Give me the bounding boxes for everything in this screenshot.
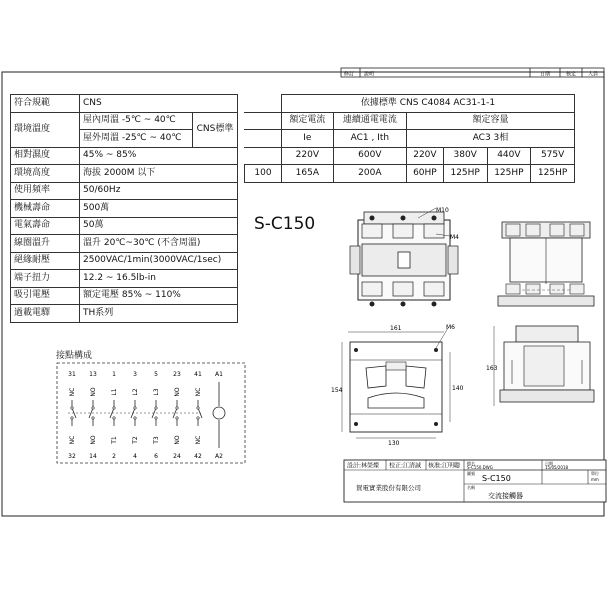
value-row	[245, 165, 575, 183]
dim-m6: M6	[446, 324, 455, 331]
file-label: 檔名	[467, 461, 475, 466]
value-cell: 125HP	[531, 165, 575, 183]
contact-point	[197, 407, 199, 409]
spec-label: 絕緣耐壓	[11, 252, 80, 270]
terminal-bottom-number: 14	[89, 453, 97, 460]
contact-point	[113, 417, 115, 419]
dim-140: 140	[452, 385, 463, 392]
terminal-bottom-type: T2	[132, 436, 139, 444]
standard-header: 依據標準 CNS C4084 AC31-1-1	[282, 95, 575, 113]
voltage-cell: 220V	[407, 147, 444, 165]
spec-row	[11, 305, 238, 323]
spec-value: 500萬	[80, 200, 238, 218]
plan-view-drawing	[328, 322, 463, 447]
contact-point	[176, 407, 178, 409]
spec-label: 環境溫度	[11, 112, 80, 147]
empty-cell	[245, 112, 282, 130]
spec-value: 45% ~ 85%	[80, 147, 238, 165]
terminal-top-type: NC	[69, 387, 76, 397]
spec-row	[11, 182, 238, 200]
terminal-bottom-type: T1	[111, 436, 118, 444]
voltage-cell: 600V	[333, 147, 406, 165]
terminal-bottom-number: A2	[215, 453, 223, 460]
product-name: 交流接觸器	[488, 492, 523, 500]
terminal-bottom-type: NC	[195, 435, 202, 445]
ac3-label: AC3 3相	[407, 130, 575, 148]
contact-point	[197, 417, 199, 419]
terminal-top-type: NC	[195, 387, 202, 397]
spec-row	[11, 112, 238, 130]
wiring-title: 接點構成	[56, 351, 93, 361]
contact-point	[92, 407, 94, 409]
strip-c2: 說明	[364, 71, 375, 78]
designer: 設計:林榮燦	[347, 462, 380, 470]
contact-point	[134, 417, 136, 419]
spec-label: 端子扭力	[11, 270, 80, 288]
unit-label: 單位	[591, 471, 599, 476]
value-cell: 165A	[282, 165, 334, 183]
spec-row	[11, 287, 238, 305]
spec-value-2: 屋外周溫 -25℃ ~ 40℃	[80, 130, 193, 148]
company-name: 賀電實業股份有限公司	[356, 484, 421, 492]
strip-c4: 核定	[566, 71, 577, 78]
spec-label: 使用頻率	[11, 182, 80, 200]
dim-130: 130	[388, 440, 400, 447]
name-label: 名稱	[467, 485, 475, 490]
spec-row	[11, 95, 238, 113]
coil-symbol	[213, 407, 225, 419]
spec-label: 線圈溫升	[11, 235, 80, 253]
spec-label: 吸引電壓	[11, 287, 80, 305]
date-value: 15/05/2018	[545, 465, 569, 470]
terminal-bottom-type: NC	[69, 435, 76, 445]
spec-label: 相對濕度	[11, 147, 80, 165]
spec-value: 溫升 20℃~30℃ (不含周溫)	[80, 235, 238, 253]
spec-value: 2500VAC/1min(3000VAC/1sec)	[80, 252, 238, 270]
spec-label: 符合規範	[11, 95, 80, 113]
value-cell: 60HP	[407, 165, 444, 183]
drawing-no: S-C150	[482, 474, 511, 483]
ac1-label: AC1 , Ith	[333, 130, 406, 148]
rated-capacity-label: 額定容量	[407, 112, 575, 130]
contact-point	[134, 407, 136, 409]
spec-label: 環境高度	[11, 165, 80, 183]
terminal-top-number: 3	[133, 371, 137, 378]
drawing-no-label: 圖號	[467, 471, 475, 476]
spec-value: 屋內周溫 -5℃ ~ 40℃	[80, 112, 193, 130]
standard-sub-row	[245, 130, 575, 148]
spec-row	[11, 217, 238, 235]
spec-value: TH系列	[80, 305, 238, 323]
strip-c3: 日期	[540, 71, 551, 78]
voltage-cell: 440V	[487, 147, 531, 165]
spec-table	[10, 94, 238, 323]
terminal-bottom-type: NO	[174, 435, 181, 445]
spec-label: 電氣壽命	[11, 217, 80, 235]
terminal-bottom-number: 6	[154, 453, 158, 460]
terminal-top-type: NO	[174, 387, 181, 397]
ie-label: Ie	[282, 130, 334, 148]
terminal-top-number: 31	[68, 371, 76, 378]
contact-point	[92, 417, 94, 419]
dim-154: 154	[331, 387, 343, 394]
value-cell: 200A	[333, 165, 406, 183]
spec-value: 12.2 ~ 16.5lb-in	[80, 270, 238, 288]
contact-point	[155, 417, 157, 419]
terminal-bottom-number: 32	[68, 453, 76, 460]
standard-table	[244, 94, 575, 183]
value-cell: 125HP	[487, 165, 531, 183]
continuous-current-label: 連續通電電流	[333, 112, 406, 130]
terminal-bottom-type: NO	[90, 435, 97, 445]
spec-value: 50萬	[80, 217, 238, 235]
checker: 校正:江清誠	[389, 462, 422, 470]
spec-label: 機械壽命	[11, 200, 80, 218]
spec-row	[11, 235, 238, 253]
voltage-cell: 220V	[282, 147, 334, 165]
terminal-top-number: A1	[215, 371, 223, 378]
unit-value: mm	[591, 477, 599, 482]
strip-c1: 修訂	[344, 71, 355, 78]
spec-note: CNS標準	[193, 112, 238, 147]
spec-row	[11, 252, 238, 270]
terminal-top-number: 13	[89, 371, 97, 378]
wiring-diagram	[56, 362, 246, 464]
terminal-top-number: 23	[173, 371, 181, 378]
row-label: 100	[245, 165, 282, 183]
standard-header-row	[245, 95, 575, 113]
rated-current-label: 額定電流	[282, 112, 334, 130]
file-name: S-C150.DWG	[467, 465, 493, 470]
empty-cell	[245, 95, 282, 113]
model-title: S-C150	[254, 214, 316, 234]
front-view-drawing	[338, 206, 468, 316]
empty-cell	[245, 130, 282, 148]
voltage-cell: 575V	[531, 147, 575, 165]
terminal-bottom-number: 24	[173, 453, 181, 460]
side-profile-drawing	[486, 320, 601, 420]
value-cell: 125HP	[443, 165, 487, 183]
dim-m10: M10	[436, 207, 449, 214]
terminal-top-type: L1	[111, 388, 118, 396]
side-view-drawing	[492, 214, 602, 324]
contact-point	[155, 407, 157, 409]
spec-value: 額定電壓 85% ~ 110%	[80, 287, 238, 305]
terminal-bottom-number: 2	[112, 453, 116, 460]
terminal-top-number: 1	[112, 371, 116, 378]
spec-sheet	[0, 56, 615, 518]
contact-point	[176, 417, 178, 419]
title-block	[342, 458, 612, 504]
terminal-top-number: 5	[154, 371, 158, 378]
spec-row	[11, 200, 238, 218]
terminal-top-type: L2	[132, 388, 139, 396]
spec-value: CNS	[80, 95, 238, 113]
spec-value: 50/60Hz	[80, 182, 238, 200]
dim-163: 163	[486, 365, 498, 372]
voltage-cell: 380V	[443, 147, 487, 165]
spec-row	[11, 147, 238, 165]
terminal-top-type: L3	[153, 388, 160, 396]
spec-row	[11, 165, 238, 183]
spec-value: 海拔 2000M 以下	[80, 165, 238, 183]
empty-cell	[245, 147, 282, 165]
strip-c5: 人員	[588, 71, 599, 78]
terminal-top-type: NO	[90, 387, 97, 397]
voltage-row	[245, 147, 575, 165]
dim-161: 161	[390, 325, 402, 332]
contact-point	[113, 407, 115, 409]
date-label: 日期	[545, 461, 553, 466]
terminal-bottom-type: T3	[153, 436, 160, 444]
terminal-bottom-number: 42	[194, 453, 202, 460]
terminal-bottom-number: 4	[133, 453, 137, 460]
spec-label: 過載電驛	[11, 305, 80, 323]
standard-sub-row	[245, 112, 575, 130]
terminal-top-number: 41	[194, 371, 202, 378]
contact-point	[71, 417, 73, 419]
dim-m4: M4	[450, 234, 459, 241]
contact-point	[71, 407, 73, 409]
spec-row	[11, 270, 238, 288]
approver: 核准:江明聰	[428, 462, 461, 470]
